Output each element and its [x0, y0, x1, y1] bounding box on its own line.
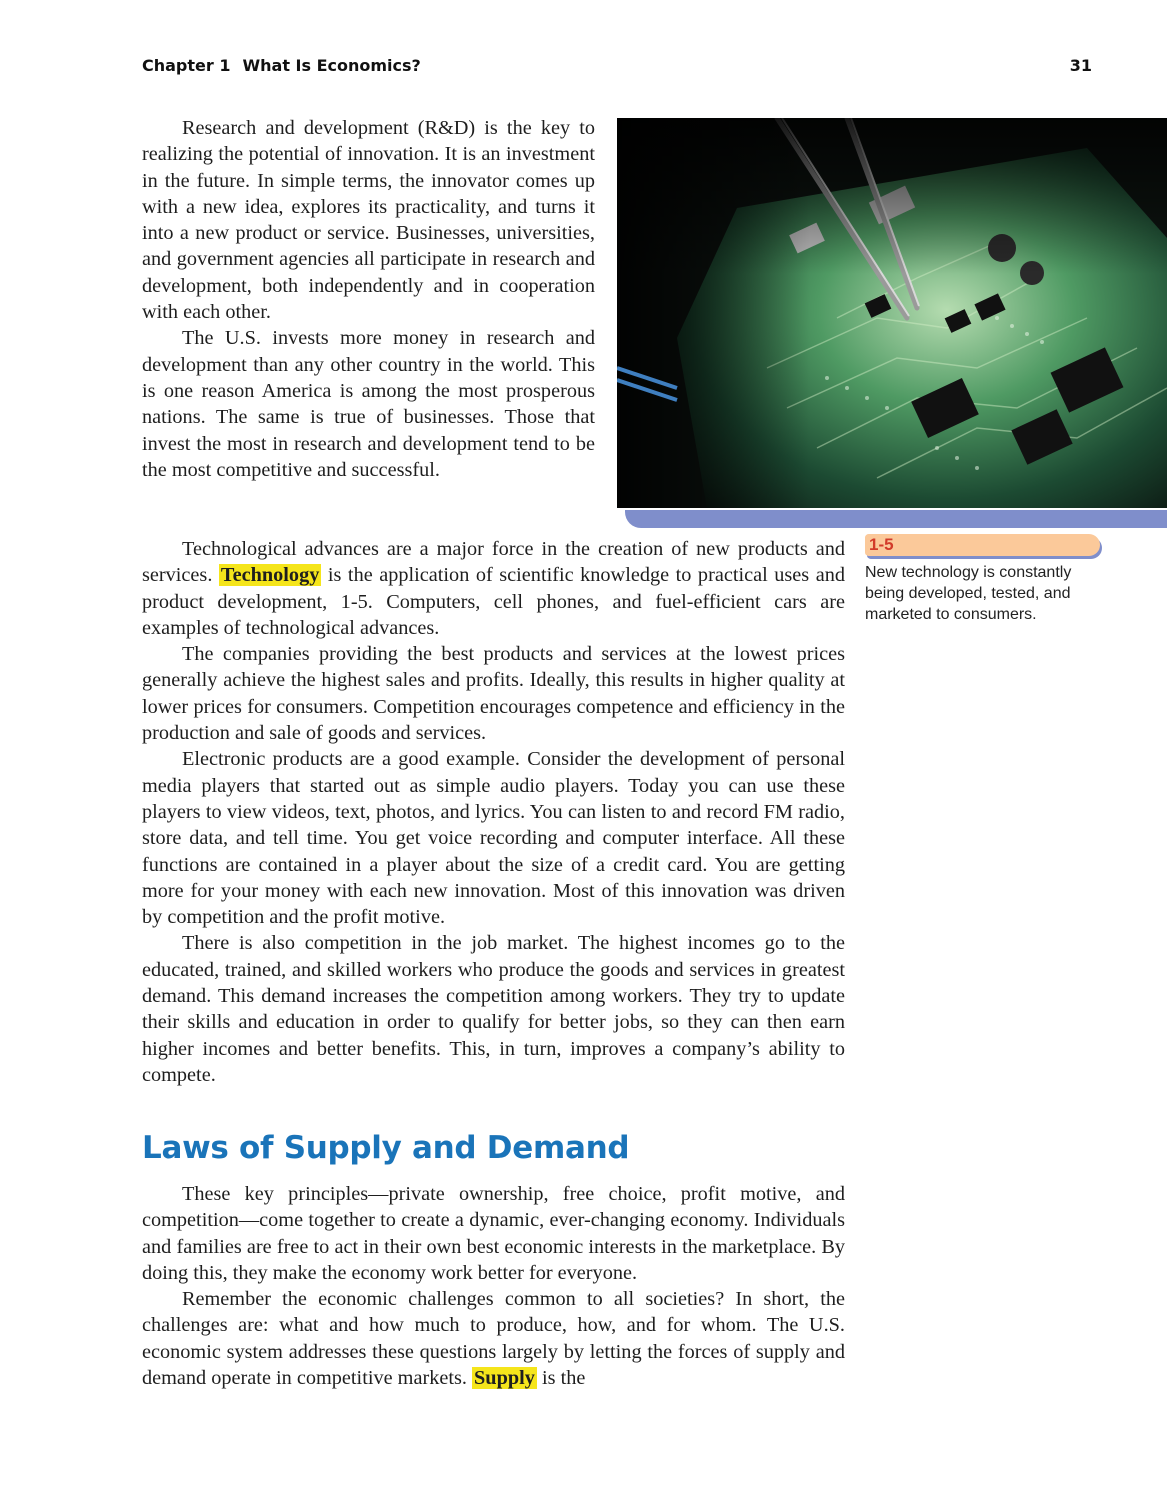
key-term-supply: Supply — [474, 1367, 535, 1390]
section-heading: Laws of Supply and Demand — [142, 1130, 630, 1166]
paragraph-technology — [142, 536, 845, 641]
chapter-number: Chapter 1 — [142, 56, 231, 75]
caption-text: New technology is constantly being developed, tested, and marketed to consumers. — [865, 564, 1072, 623]
paragraph-supply — [142, 1286, 845, 1391]
figure-caption — [865, 534, 1100, 625]
page-number: 31 — [1069, 56, 1092, 75]
paragraph-companies: The companies providing the best products and services at the lowest prices generally achieve the highest sales and profits. Ideally, this results in higher quality at lower prices for consumers. Competition encourages competence and efficiency in the production and sale of goods and services. — [142, 643, 845, 745]
paragraph-key-principles: These key principles—private ownership, free choice, profit motive, and competition—come together to create a dynamic, ever-changing economy. Individuals and families are free to act in their own best economic interests in the marketplace. By doing this, they make the economy work better for everyone. — [142, 1183, 845, 1284]
body-column-main — [142, 536, 845, 1088]
photo-shadow — [625, 510, 1167, 528]
key-term-technology: Technology — [220, 564, 320, 587]
paragraph-us-investment: The U.S. invests more money in research and development than any other country in the world. This is one reason America is among the most prosperous nations. The same is true of businesses. Those that invest the most in research and development tend to be the most competitive and successful. — [142, 327, 595, 481]
technology-text-after: is the application of scientific knowledge to practical uses and product development, 1-5. Computers, cell phones, and fuel-efficient cars are examples of technological advances. — [142, 564, 845, 639]
paragraph-job-market: There is also competition in the job market. The highest incomes go to the educated, trained, and skilled workers who produce the goods and services in greatest demand. This demand increases the competition among workers. They try to update their skills and education in order to qualify for better jobs, so they can then earn higher incomes and better benefits. This, in turn, improves a company’s ability to compete. — [142, 932, 845, 1086]
running-header — [142, 56, 1092, 80]
paragraph-electronics: Electronic products are a good example. Consider the development of personal media players that started out as simple audio players. Today you can use these players to view videos, text, photos, and lyrics. You can listen to and record FM radio, store data, and tell time. You get voice recording and computer interface. All these functions are contained in a player about the size of a credit card. You are getting more for your money with each new innovation. Most of this innovation was driven by competition and the profit motive. — [142, 748, 845, 929]
body-column-section — [142, 1181, 845, 1391]
technology-text-before: Technological advances are a major force in the creation of new products and services. — [142, 538, 845, 587]
paragraph-rd: Research and development (R&D) is the key to realizing the potential of innovation. It is an investment in the future. In simple terms, the innovator comes up with a new idea, explores its practicality, and turns it into a new product or service. Businesses, universities, and government agencies all participate in research and development, both independently and in cooperation with each other. — [142, 117, 595, 324]
body-column-upper — [142, 115, 595, 483]
chapter-title: What Is Economics? — [242, 56, 421, 75]
chapter-label — [142, 56, 421, 75]
supply-text-before: Remember the economic challenges common to all societies? In short, the challenges are: what and how much to produce, how, and for whom. The U.S. economic system addresses these questions largely by letting the forces of supply and demand operate in competitive markets. — [142, 1288, 845, 1390]
figure-number: 1-5 — [869, 535, 894, 554]
circuit-board-photo-icon — [617, 118, 1167, 508]
caption-tab — [865, 534, 1100, 556]
supply-text-after: is the — [536, 1367, 586, 1390]
figure-photo — [617, 118, 1167, 528]
